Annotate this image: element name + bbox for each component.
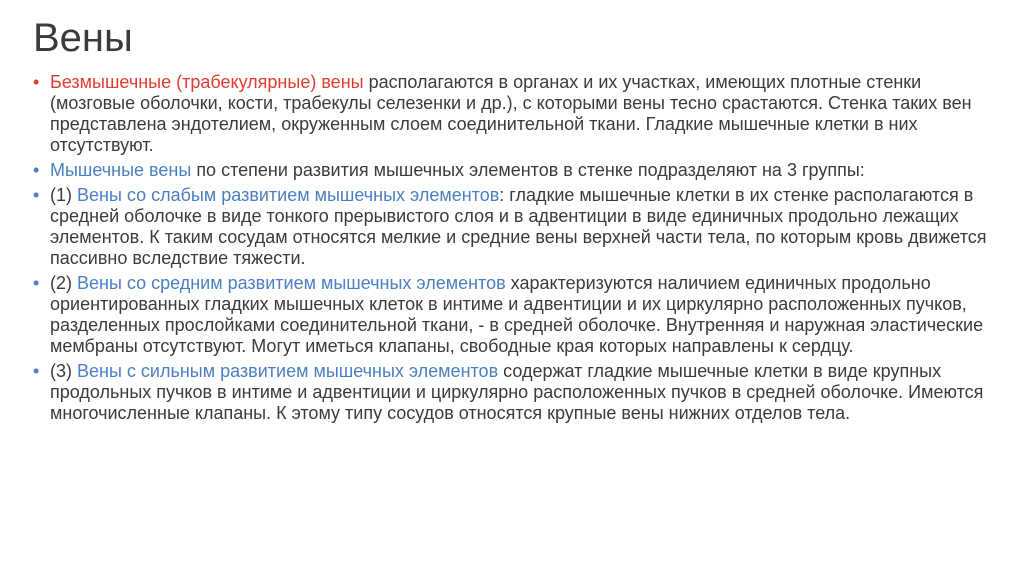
bullet-item-medium-muscle-veins	[33, 273, 1008, 357]
term-weak-muscle-veins: Вены со слабым развитием мышечных элементов	[77, 185, 500, 205]
bullet-marker: •	[33, 160, 40, 180]
bullet-text: по степени развития мышечных элементов в стенке подразделяют на 3 группы:	[191, 160, 865, 180]
bullet-item-strong-muscle-veins	[33, 361, 1008, 424]
slide-title: Вены	[33, 16, 133, 60]
term-muscular-veins: Мышечные вены	[50, 160, 192, 180]
bullet-text: располагаются в органах и их участках, имеющих плотные стенки (мозговые оболочки, кости, трабекулы селезенки и др.), с которыми вены тесно срастаются. Стенка таких вен представлена эндотелием, окруженным слоем соединительной ткани. Гладкие мышечные клетки в них отсутствуют.	[50, 72, 972, 155]
term-avalvular-veins: Безмышечные (трабекулярные) вены	[50, 72, 364, 92]
bullet-marker: •	[33, 185, 40, 205]
bullet-marker: •	[33, 273, 40, 293]
bullet-text: характеризуются наличием единичных продольно ориентированных гладких мышечных клеток в интиме и адвентиции и их циркулярно расположенных пучков, разделенных прослойками соединительной ткани, - в средней оболочке. Внутренняя и наружная эластические мембраны отсутствуют. Могут иметься клапаны, свободные края которых направлены к сердцу.	[50, 273, 984, 356]
bullet-prefix: (1)	[50, 185, 77, 205]
bullet-item-muscular-veins	[33, 160, 1008, 181]
bullet-text: : гладкие мышечные клетки в их стенке располагаются в средней оболочке в виде тонкого прерывистого слоя и в адвентиции в виде единичных продольно лежащих элементов. К таким сосудам относятся мелкие и средние вены верхней части тела, по которым кровь движется пассивно вследствие тяжести.	[50, 185, 987, 268]
bullet-prefix: (3)	[50, 361, 77, 381]
bullet-prefix: (2)	[50, 273, 77, 293]
term-strong-muscle-veins: Вены с сильным развитием мышечных элементов	[77, 361, 499, 381]
bullet-item-weak-muscle-veins	[33, 185, 1008, 269]
bullet-text: содержат гладкие мышечные клетки в виде крупных продольных пучков в интиме и адвентиции и циркулярно расположенных пучков в средней оболочке. Имеются многочисленные клапаны. К этому типу сосудов относятся крупные вены нижних отделов тела.	[50, 361, 984, 423]
bullet-marker: •	[33, 361, 40, 381]
term-medium-muscle-veins: Вены со средним развитием мышечных элементов	[77, 273, 506, 293]
bullet-item-avalvular-veins	[33, 72, 1008, 156]
bullet-marker: •	[33, 72, 40, 92]
bullet-list	[33, 72, 1008, 428]
